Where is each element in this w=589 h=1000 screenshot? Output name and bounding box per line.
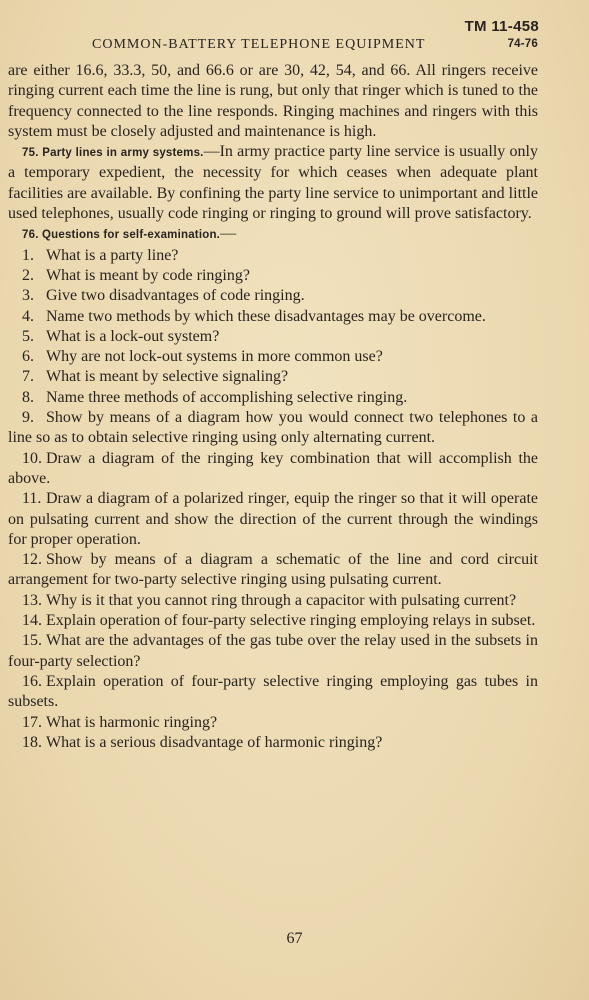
running-header: [92, 37, 542, 53]
question-text: What is meant by selective signaling?: [46, 368, 289, 386]
question-item: [8, 286, 538, 306]
question-number: 13.: [22, 591, 42, 609]
question-text: What is a party line?: [46, 246, 179, 264]
question-number: 11.: [22, 490, 42, 508]
question-item: [8, 246, 538, 266]
question-item: [8, 733, 538, 753]
question-item: [8, 367, 538, 387]
question-item: [8, 408, 538, 449]
question-text: Show by means of a diagram a schematic of the line and cord circuit arrangement for two-party selective ringing using pulsating current.: [8, 551, 538, 589]
question-item: [8, 307, 538, 327]
question-number: 15.: [22, 632, 42, 650]
question-number: 12.: [22, 551, 42, 569]
question-text: Draw a diagram of a polarized ringer, equip the ringer so that it will operate on pulsating current and show the direction of the current through the windings for proper operation.: [8, 490, 538, 548]
question-text: Show by means of a diagram how you would connect two telephones to a line so as to obtain selective ringing using only alternating current.: [8, 409, 538, 447]
question-number: 5.: [22, 327, 34, 345]
section-range: 74-76: [507, 38, 538, 50]
question-text: Draw a diagram of the ringing key combination that will accomplish the above.: [8, 449, 538, 487]
paragraph-76-heading-line: [8, 224, 538, 245]
paragraph-75: [8, 142, 538, 224]
question-number: 8.: [22, 388, 34, 406]
paragraph-76-heading: 76. Questions for self-examination.: [22, 229, 221, 242]
paragraph-76-dash: —: [220, 225, 237, 243]
paragraph-75-text: —In army practice party line service is usually only a temporary expedient, the necessity for which ceases when adequate plant facilities are available. By confining the party line service to unimportant and little used telephones, usually code ringing or ringing to ground will prove satisfactory.: [8, 143, 538, 223]
question-number: 17.: [22, 713, 42, 731]
question-text: What is meant by code ringing?: [46, 266, 250, 284]
manual-number: TM 11-458: [464, 18, 539, 35]
question-item: [8, 266, 538, 286]
question-number: 6.: [22, 348, 34, 366]
question-number: 9.: [22, 409, 34, 427]
question-number: 16.: [22, 672, 42, 690]
paragraph-75-heading: 75. Party lines in army systems.: [22, 147, 204, 160]
question-text: Explain operation of four-party selective ringing employing gas tubes in subsets.: [8, 672, 538, 711]
question-number: 18.: [22, 733, 42, 751]
question-item: [8, 631, 538, 672]
page-body: [8, 61, 538, 753]
question-number: 3.: [22, 287, 34, 305]
question-item: [8, 713, 538, 733]
question-list: [8, 246, 538, 753]
question-number: 10.: [22, 449, 42, 467]
question-text: What is a serious disadvantage of harmonic ringing?: [46, 733, 383, 751]
question-text: Why are not lock-out systems in more common use?: [46, 348, 383, 366]
question-item: [8, 672, 538, 713]
question-number: 4.: [22, 307, 34, 325]
question-number: 7.: [22, 368, 34, 386]
question-item: [8, 347, 538, 367]
question-text: What is harmonic ringing?: [46, 713, 218, 731]
question-item: [8, 388, 538, 408]
question-item: [8, 449, 538, 490]
paragraph-74-continued: are either 16.6, 33.3, 50, and 66.6 or are 30, 42, 54, and 66. All ringers receive ringing current each time the line is rung, but only that ringer which is tuned to the frequency connected to the line responds. Ringing machines and ringers with this system must be closely adjusted and maintenance is high.: [8, 62, 538, 140]
question-text: Explain operation of four-party selective ringing employing relays in subset.: [46, 612, 536, 630]
question-text: Why is it that you cannot ring through a capacitor with pulsating current?: [46, 591, 517, 609]
question-text: What is a lock-out system?: [46, 327, 220, 345]
question-item: [8, 489, 538, 550]
page-number: 67: [286, 930, 303, 947]
question-number: 1.: [22, 246, 34, 264]
question-text: What are the advantages of the gas tube over the relay used in the subsets in four-party selection?: [8, 632, 538, 670]
question-item: [8, 591, 538, 611]
question-text: Give two disadvantages of code ringing.: [46, 287, 305, 305]
question-number: 2.: [22, 266, 34, 284]
question-item: [8, 550, 538, 591]
question-number: 14.: [22, 612, 42, 630]
question-item: [8, 327, 538, 347]
question-text: Name three methods of accomplishing selective ringing.: [46, 388, 408, 406]
question-item: [8, 611, 538, 631]
running-title: COMMON-BATTERY TELEPHONE EQUIPMENT: [92, 37, 426, 52]
question-text: Name two methods by which these disadvantages may be overcome.: [46, 307, 486, 325]
